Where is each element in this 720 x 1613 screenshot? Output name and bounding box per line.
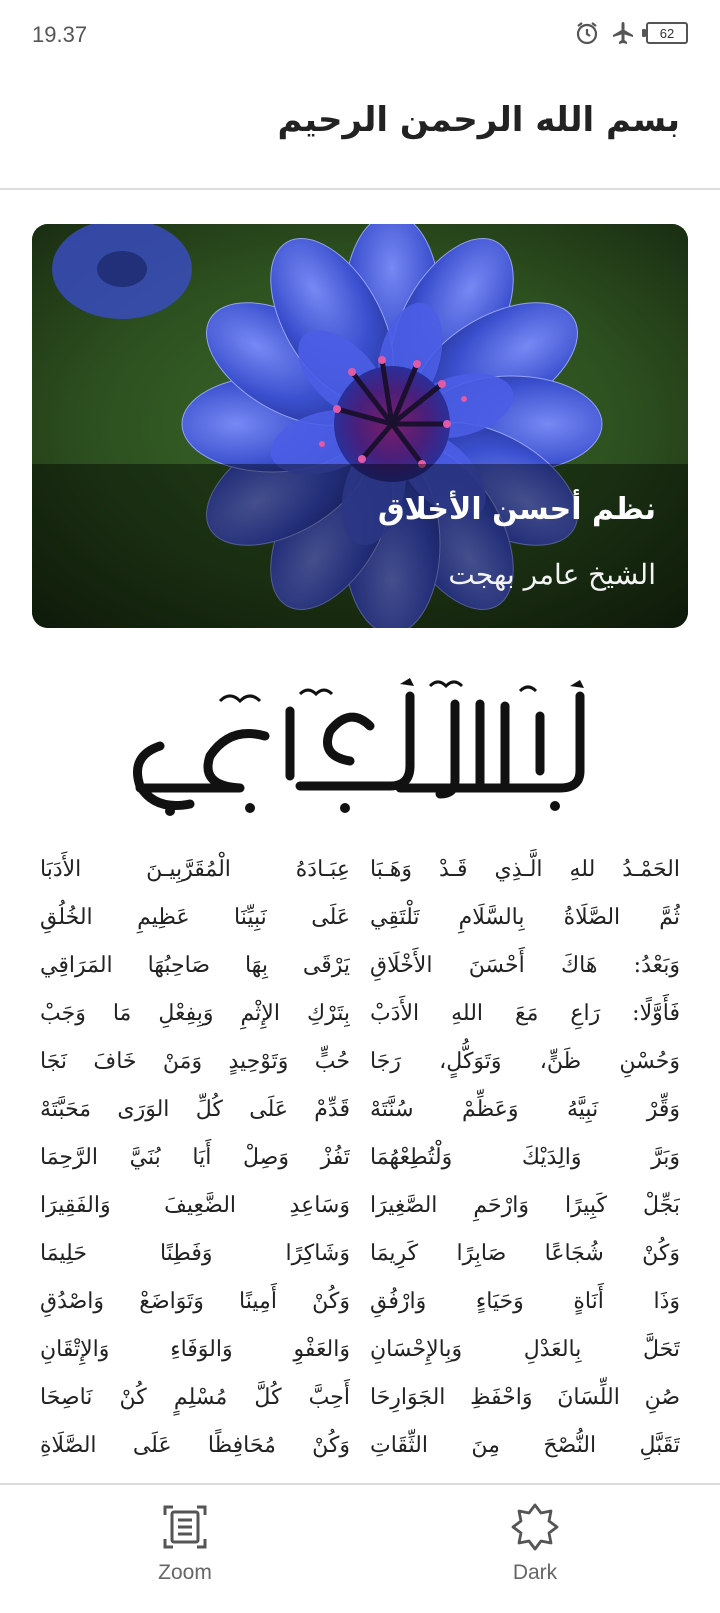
verse-first-hemistich: وَحُسْنِ ظَنٍّ، وَتَوَكُّلٍ، رَجَا bbox=[370, 1049, 680, 1074]
verse-first-hemistich: تَحَلَّ بِالعَدْلِ وَبِالإِحْسَانِ bbox=[370, 1337, 680, 1362]
status-time: 19.37 bbox=[32, 22, 88, 47]
verse-second-hemistich: وَالعَفْوِ وَالوَفَاءِ وَالإِتْقَانِ bbox=[40, 1337, 350, 1362]
verse-row bbox=[40, 1086, 680, 1134]
dark-label: Dark bbox=[512, 1561, 558, 1584]
verse-row bbox=[40, 846, 680, 894]
verse-second-hemistich: وَسَاعِدِ الضَّعِيفَ وَالفَقِيرَا bbox=[40, 1193, 350, 1218]
verse-row bbox=[40, 1278, 680, 1326]
verse-row bbox=[40, 1230, 680, 1278]
airplane-icon bbox=[610, 20, 636, 46]
battery-level: 62 bbox=[659, 25, 675, 41]
status-icons bbox=[574, 20, 688, 46]
verse-second-hemistich: حُبٍّ وَتَوْحِيدٍ وَمَنْ خَافَ نَجَا bbox=[40, 1049, 350, 1074]
verse-first-hemistich: وَذَا أَنَاةٍ وَحَيَاءٍ وَارْفُقِ bbox=[370, 1289, 680, 1314]
hero-title: نظم أحسن الأخلاق bbox=[377, 492, 656, 527]
verse-second-hemistich: بِتَرْكِ الإِثْمِ وَبِفِعْلِ مَا وَجَبْ bbox=[40, 1001, 350, 1026]
verse-second-hemistich: قَدِّمْ عَلَى كُلِّ الوَرَى مَحَبَّتَهْ bbox=[40, 1097, 350, 1122]
poem bbox=[40, 846, 680, 1476]
verse-row bbox=[40, 1374, 680, 1422]
basmala-calligraphy bbox=[100, 676, 620, 826]
verse-second-hemistich: يَرْقَى بِهَا صَاحِبُهَا المَرَاقِي bbox=[40, 953, 350, 978]
verse-second-hemistich: وَكُنْ أَمِينًا وَتَوَاضَعْ وَاصْدُقِ bbox=[40, 1289, 350, 1314]
verse-second-hemistich: عَلَى نَبِيِّنَا عَظِيمِ الخُلُقِ bbox=[40, 905, 350, 930]
bottom-nav bbox=[0, 1483, 720, 1613]
dark-mode-button[interactable] bbox=[445, 1503, 625, 1603]
verse-second-hemistich: وَكُنْ مُحَافِظًا عَلَى الصَّلَاةِ bbox=[40, 1433, 350, 1458]
verse-first-hemistich: الحَمْـدُ للهِ الَّـذِي قَـدْ وَهَـبَا bbox=[370, 857, 680, 882]
verse-first-hemistich: وَبَرَّ وَالِدَيْكَ وَلْتُطِعْهُمَا bbox=[370, 1145, 680, 1170]
hero-subtitle: الشيخ عامر بهجت bbox=[448, 558, 656, 591]
verse-first-hemistich: صُنِ اللِّسَانَ وَاحْفَظِ الجَوَارِحَا bbox=[370, 1385, 680, 1410]
verse-first-hemistich: تَقَبَّلِ النُّصْحَ مِنَ الثِّقَاتِ bbox=[370, 1433, 680, 1458]
verse-second-hemistich: عِبَـادَهُ الْمُقَرَّبِيـنَ الأَدَبَا bbox=[40, 857, 350, 882]
app-bar bbox=[0, 72, 720, 190]
verse-second-hemistich: تَفُزْ وَصِلْ أَيَا بُنَيَّ الرَّحِمَا bbox=[40, 1145, 350, 1170]
zoom-icon bbox=[161, 1503, 209, 1551]
verse-row bbox=[40, 1326, 680, 1374]
verse-first-hemistich: ثُمَّ الصَّلَاةُ بِالسَّلَامِ تَلْتَقِي bbox=[370, 905, 680, 930]
verse-first-hemistich: وَكُنْ شُجَاعًا صَابِرًا كَرِيمَا bbox=[370, 1241, 680, 1266]
verse-second-hemistich: أَحِبَّ كُلَّ مُسْلِمٍ كُنْ نَاصِحَا bbox=[40, 1385, 350, 1410]
verse-row bbox=[40, 894, 680, 942]
verse-second-hemistich: وَشَاكِرًا وَفَطِنًا حَلِيمَا bbox=[40, 1241, 350, 1266]
verse-row bbox=[40, 990, 680, 1038]
zoom-button[interactable] bbox=[95, 1503, 275, 1603]
zoom-label: Zoom bbox=[158, 1561, 212, 1584]
verse-first-hemistich: وَبَعْدُ: هَاكَ أَحْسَنَ الأَخْلَاقِ bbox=[370, 953, 680, 978]
dark-mode-icon bbox=[511, 1503, 559, 1551]
verse-first-hemistich: وَقِّرْ نَبِيَّهُ وَعَظِّمْ سُنَّتَهْ bbox=[370, 1097, 680, 1122]
verse-row bbox=[40, 1038, 680, 1086]
hero-overlay bbox=[32, 464, 688, 628]
verse-row bbox=[40, 1182, 680, 1230]
alarm-icon bbox=[574, 20, 600, 46]
page-title: بسم الله الرحمن الرحيم bbox=[277, 100, 680, 140]
verse-first-hemistich: فَأَوَّلًا: رَاعِ مَعَ اللهِ الأَدَبْ bbox=[370, 1001, 680, 1026]
verse-row bbox=[40, 1134, 680, 1182]
verse-row bbox=[40, 1422, 680, 1470]
status-bar bbox=[0, 0, 720, 72]
verse-row bbox=[40, 942, 680, 990]
verse-first-hemistich: بَجِّلْ كَبِيرًا وَارْحَمِ الصَّغِيرَا bbox=[370, 1193, 680, 1218]
battery-icon bbox=[646, 22, 688, 44]
hero-card[interactable] bbox=[32, 224, 688, 628]
